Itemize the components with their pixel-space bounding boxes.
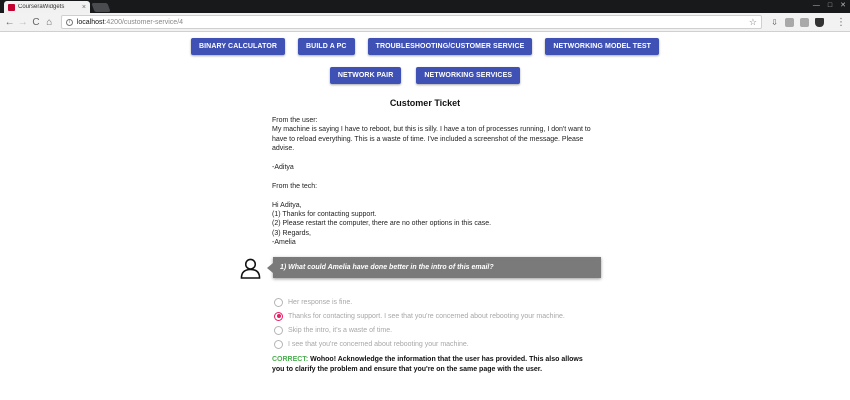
minimize-icon[interactable]: — — [812, 2, 820, 9]
radio-button[interactable] — [274, 298, 283, 307]
troubleshooting-customer-service-button[interactable]: TROUBLESHOOTING/CUSTOMER SERVICE — [368, 38, 533, 55]
browser-menu-icon[interactable]: ⋮ — [835, 16, 846, 28]
radio-button[interactable] — [274, 340, 283, 349]
build-a-pc-button[interactable]: BUILD A PC — [298, 38, 355, 55]
tech-line: (2) Please restart the computer, there are no other options in this case. — [272, 220, 492, 228]
network-pair-button[interactable]: NETWORK PAIR — [330, 67, 402, 84]
binary-calculator-button[interactable]: BINARY CALCULATOR — [191, 38, 285, 55]
tab-title: CourseraWidgets — [18, 4, 65, 10]
user-signature: -Aditya — [272, 164, 294, 172]
answer-option-label[interactable]: Thanks for contacting support. I see that you're concerned about rebooting your machine. — [288, 312, 565, 320]
tech-signature: -Amelia — [272, 239, 296, 247]
radio-button-selected[interactable] — [274, 312, 283, 321]
answer-option-label[interactable]: Skip the intro, it's a waste of time. — [288, 327, 393, 335]
networking-model-test-button[interactable]: NETWORKING MODEL TEST — [545, 38, 659, 55]
forward-icon[interactable]: → — [17, 16, 28, 28]
url-path: :4200/customer-service/4 — [104, 18, 184, 26]
answer-option[interactable] — [274, 324, 565, 338]
nav-row-1 — [0, 38, 850, 55]
extension-icon[interactable] — [785, 18, 794, 27]
reload-icon[interactable]: C — [32, 16, 40, 28]
maximize-icon[interactable]: □ — [827, 2, 833, 9]
answer-options — [274, 295, 565, 352]
tech-greeting: Hi Aditya, — [272, 201, 302, 209]
extension-icons — [770, 17, 846, 28]
info-icon[interactable]: i — [66, 19, 73, 26]
tech-line: (3) Regards, — [272, 229, 311, 237]
bookmark-star-icon[interactable]: ☆ — [748, 16, 757, 27]
answer-option-label[interactable]: Her response is fine. — [288, 298, 353, 306]
shield-icon[interactable] — [815, 18, 824, 27]
customer-ticket — [272, 116, 592, 248]
browser-tab[interactable] — [4, 1, 90, 13]
browser-tab-strip — [0, 0, 850, 13]
radio-button[interactable] — [274, 326, 283, 335]
answer-option[interactable] — [274, 309, 565, 323]
new-tab-button[interactable] — [91, 3, 110, 12]
answer-option[interactable] — [274, 338, 565, 352]
home-icon[interactable]: ⌂ — [46, 16, 53, 28]
answer-feedback — [272, 355, 592, 374]
question-text: 1) What could Amelia have done better in the intro of this email? — [280, 264, 494, 271]
user-avatar-icon — [240, 258, 261, 279]
user-header: From the user: — [272, 117, 318, 124]
browser-toolbar — [0, 13, 850, 32]
tab-close-icon[interactable]: × — [81, 3, 86, 11]
url-host: localhost — [76, 18, 105, 26]
close-window-icon[interactable]: ✕ — [840, 2, 846, 9]
tech-header: From the tech: — [272, 182, 318, 190]
angular-favicon-icon — [8, 4, 15, 11]
answer-option[interactable] — [274, 295, 565, 309]
tech-line: (1) Thanks for contacting support. — [272, 211, 377, 219]
address-bar[interactable] — [61, 15, 762, 29]
answer-option-label[interactable]: I see that you're concerned about rebooting your machine. — [288, 341, 469, 349]
back-icon[interactable]: ← — [4, 16, 15, 28]
extension-icon-2[interactable] — [800, 18, 809, 27]
page-title: Customer Ticket — [389, 98, 461, 108]
window-controls — [813, 1, 846, 10]
networking-services-button[interactable]: NETWORKING SERVICES — [416, 67, 520, 84]
feedback-message: Wohoo! Acknowledge the information that the user has provided. This also allows you to clarify the problem and ensure that you're on the same page with the user. — [272, 356, 583, 373]
user-message: My machine is saying I have to reboot, but this is silly. I have a ton of processes running, I don't want to have to reload everything. This is a waste of time. I've included a screenshot of the message. Please advise. — [272, 126, 591, 153]
nav-row-2 — [0, 67, 850, 84]
download-icon[interactable]: ⇩ — [771, 17, 778, 27]
feedback-status: CORRECT: — [272, 356, 309, 363]
question-prompt — [273, 257, 601, 278]
